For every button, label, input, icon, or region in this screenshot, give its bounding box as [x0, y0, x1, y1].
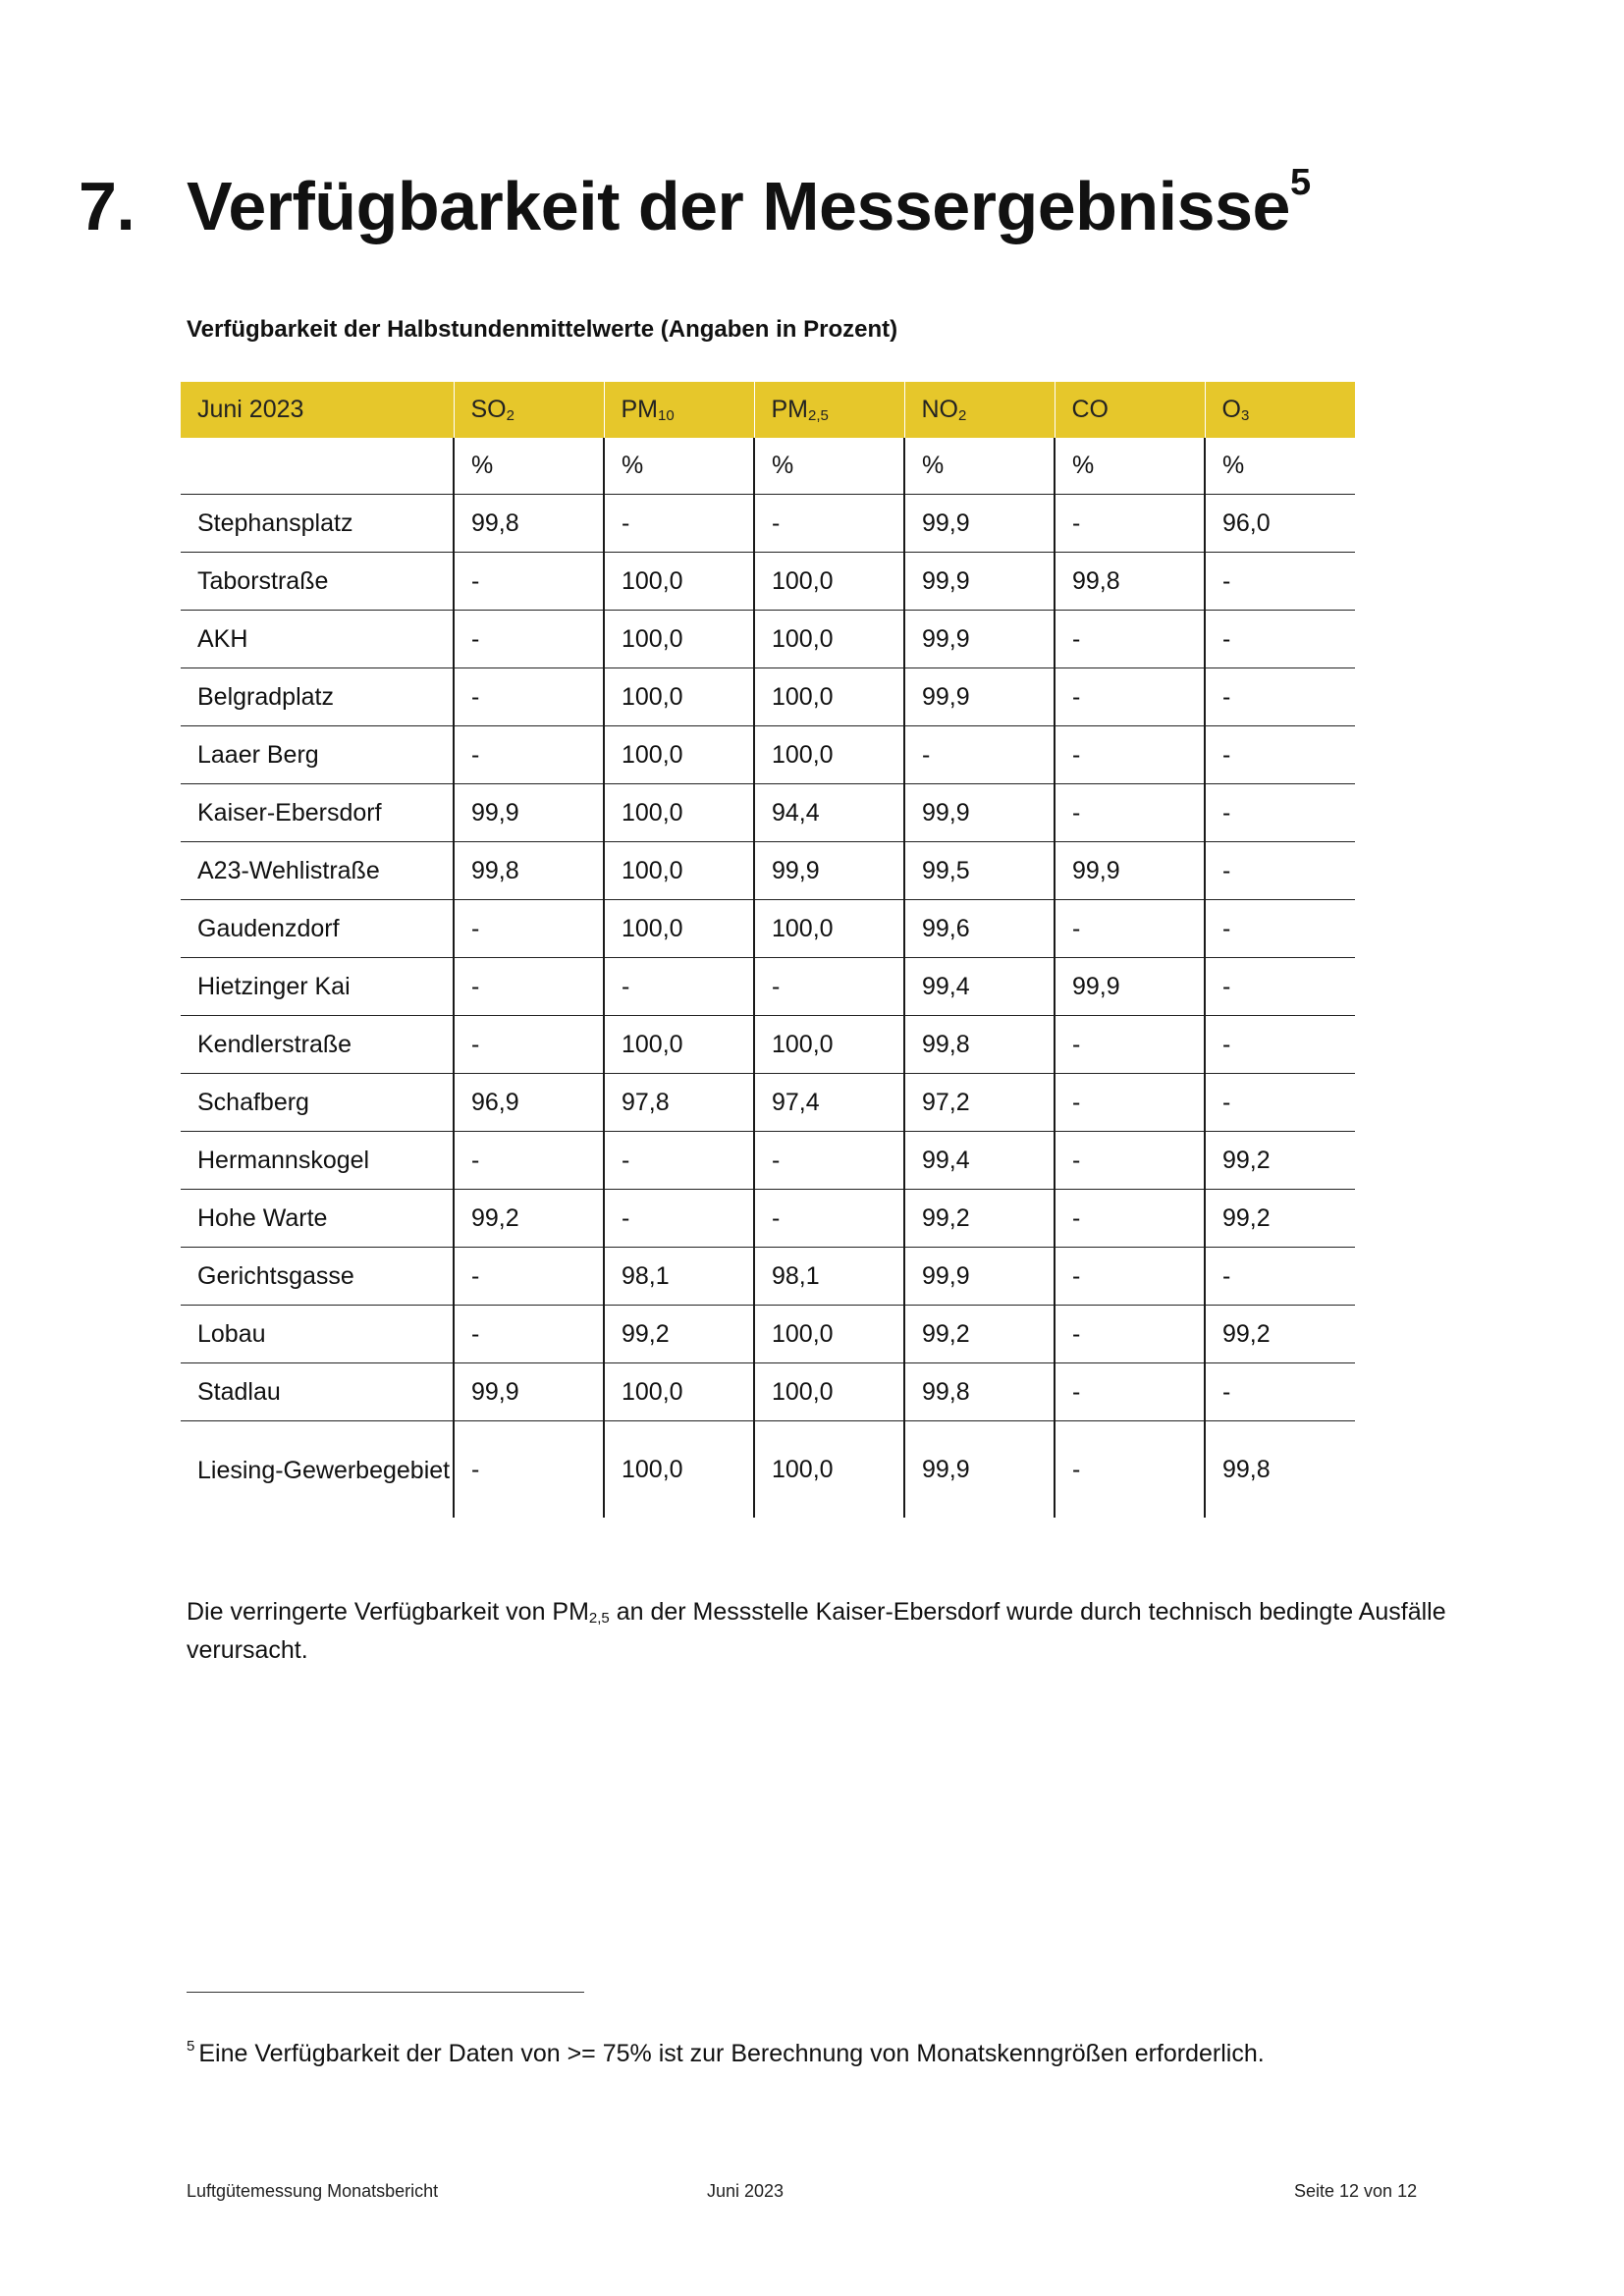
header-pollutant — [604, 382, 754, 438]
note-text-after: an der Messstelle Kaiser-Ebersdorf wurde durch technisch bedingte Ausfälle verursacht. — [187, 1598, 1446, 1664]
table-row — [181, 1016, 1355, 1074]
value-cell: - — [1055, 900, 1205, 958]
note-subscript: 2,5 — [588, 1610, 610, 1627]
value-cell: 99,5 — [904, 842, 1055, 900]
station-name: Belgradplatz — [181, 668, 454, 726]
station-name: Stephansplatz — [181, 495, 454, 553]
value-cell: 100,0 — [604, 668, 754, 726]
value-cell: 100,0 — [754, 1421, 904, 1519]
value-cell: - — [754, 1190, 904, 1248]
table-row — [181, 784, 1355, 842]
value-cell: 99,2 — [1205, 1306, 1355, 1363]
pollutant-subscript: 3 — [1240, 407, 1250, 424]
value-cell: - — [1055, 1016, 1205, 1074]
value-cell: - — [904, 726, 1055, 784]
value-cell: - — [454, 611, 604, 668]
station-name: Schafberg — [181, 1074, 454, 1132]
station-name: A23-Wehlistraße — [181, 842, 454, 900]
value-cell: - — [1055, 1074, 1205, 1132]
value-cell: 99,8 — [454, 842, 604, 900]
table-row — [181, 726, 1355, 784]
value-cell: - — [454, 1306, 604, 1363]
table-row — [181, 1306, 1355, 1363]
value-cell: 99,9 — [904, 1248, 1055, 1306]
value-cell: 98,1 — [604, 1248, 754, 1306]
value-cell: - — [1055, 1363, 1205, 1421]
value-cell: - — [454, 958, 604, 1016]
value-cell: - — [754, 1132, 904, 1190]
section-title: Verfügbarkeit der Messergebnisse — [187, 168, 1290, 244]
value-cell: 99,9 — [754, 842, 904, 900]
footnote-ref: 5 — [1289, 162, 1311, 203]
pollutant-subscript: 2 — [506, 407, 514, 424]
value-cell: 96,0 — [1205, 495, 1355, 553]
value-cell: - — [454, 1248, 604, 1306]
units-row — [181, 438, 1355, 495]
table-header-row — [181, 382, 1355, 438]
station-name: Hietzinger Kai — [181, 958, 454, 1016]
value-cell: 99,9 — [904, 495, 1055, 553]
value-cell: 100,0 — [604, 784, 754, 842]
value-cell: 99,9 — [1055, 842, 1205, 900]
value-cell: - — [754, 958, 904, 1016]
value-cell: 100,0 — [754, 1363, 904, 1421]
station-name: Lobau — [181, 1306, 454, 1363]
value-cell: 99,9 — [454, 784, 604, 842]
unit-cell: % — [904, 438, 1055, 495]
value-cell: - — [1205, 900, 1355, 958]
header-pollutant — [1205, 382, 1355, 438]
value-cell: 97,8 — [604, 1074, 754, 1132]
value-cell: - — [454, 726, 604, 784]
station-name: Taborstraße — [181, 553, 454, 611]
pollutant-symbol: O — [1221, 396, 1241, 423]
value-cell: - — [454, 553, 604, 611]
value-cell: 100,0 — [754, 900, 904, 958]
value-cell: 99,9 — [904, 1421, 1055, 1519]
value-cell: - — [454, 900, 604, 958]
value-cell: 99,6 — [904, 900, 1055, 958]
value-cell: 100,0 — [604, 1421, 754, 1519]
unit-cell: % — [754, 438, 904, 495]
value-cell: 99,9 — [904, 611, 1055, 668]
table-row — [181, 1421, 1355, 1519]
header-pollutant — [454, 382, 604, 438]
value-cell: 99,9 — [904, 553, 1055, 611]
value-cell: - — [1055, 668, 1205, 726]
value-cell: 100,0 — [604, 611, 754, 668]
value-cell: 100,0 — [604, 1016, 754, 1074]
pollutant-symbol: PM — [621, 396, 658, 423]
value-cell: - — [1055, 495, 1205, 553]
value-cell: 100,0 — [754, 553, 904, 611]
value-cell: - — [1055, 1248, 1205, 1306]
value-cell: - — [754, 495, 904, 553]
station-name: Hohe Warte — [181, 1190, 454, 1248]
header-pollutant — [904, 382, 1055, 438]
pollutant-symbol: NO — [921, 396, 958, 423]
value-cell: - — [604, 495, 754, 553]
value-cell: - — [1055, 1190, 1205, 1248]
value-cell: 99,8 — [1055, 553, 1205, 611]
value-cell: 94,4 — [754, 784, 904, 842]
station-name: Liesing-Gewerbegebiet — [181, 1421, 454, 1519]
value-cell: - — [1055, 611, 1205, 668]
value-cell: 100,0 — [604, 842, 754, 900]
value-cell: 99,2 — [1205, 1132, 1355, 1190]
pollutant-subscript: 10 — [658, 407, 675, 424]
station-name: Hermannskogel — [181, 1132, 454, 1190]
value-cell: - — [1205, 1074, 1355, 1132]
value-cell: - — [1055, 1421, 1205, 1519]
value-cell: 100,0 — [604, 726, 754, 784]
value-cell: 97,4 — [754, 1074, 904, 1132]
table-row — [181, 611, 1355, 668]
table-row — [181, 1248, 1355, 1306]
value-cell: - — [1205, 958, 1355, 1016]
table-body — [181, 438, 1355, 1518]
value-cell: - — [1205, 611, 1355, 668]
value-cell: - — [1055, 726, 1205, 784]
value-cell: 99,2 — [904, 1190, 1055, 1248]
value-cell: 96,9 — [454, 1074, 604, 1132]
station-name: Gaudenzdorf — [181, 900, 454, 958]
table-row — [181, 900, 1355, 958]
value-cell: 99,9 — [454, 1363, 604, 1421]
value-cell: - — [454, 1132, 604, 1190]
footer-report-name: Luftgütemessung Monatsbericht — [187, 2181, 439, 2201]
table-row — [181, 495, 1355, 553]
value-cell: 99,9 — [904, 784, 1055, 842]
value-cell: - — [454, 1016, 604, 1074]
value-cell: 100,0 — [604, 553, 754, 611]
table-row — [181, 553, 1355, 611]
value-cell: 99,2 — [604, 1306, 754, 1363]
value-cell: - — [1205, 668, 1355, 726]
value-cell: - — [454, 668, 604, 726]
footer-period: Juni 2023 — [707, 2181, 785, 2201]
value-cell: - — [1055, 1132, 1205, 1190]
table-row — [181, 1132, 1355, 1190]
value-cell: 99,4 — [904, 958, 1055, 1016]
value-cell: - — [604, 1132, 754, 1190]
value-cell: 97,2 — [904, 1074, 1055, 1132]
section-heading — [79, 162, 1311, 244]
value-cell: 100,0 — [754, 668, 904, 726]
footnote-marker: 5 — [187, 2038, 195, 2055]
pollutant-symbol: CO — [1071, 396, 1109, 423]
value-cell: 99,2 — [904, 1306, 1055, 1363]
availability-table — [181, 382, 1355, 1518]
pollutant-subscript: 2 — [958, 407, 967, 424]
value-cell: - — [604, 1190, 754, 1248]
value-cell: 99,9 — [904, 668, 1055, 726]
value-cell: - — [1205, 1248, 1355, 1306]
section-number: 7. — [79, 168, 135, 244]
unit-cell: % — [1055, 438, 1205, 495]
table-row — [181, 1190, 1355, 1248]
value-cell: 100,0 — [754, 611, 904, 668]
value-cell: 99,8 — [1205, 1421, 1355, 1519]
value-cell: 99,2 — [454, 1190, 604, 1248]
footnote-text: Eine Verfügbarkeit der Daten von >= 75% ist zur Berechnung von Monatskenngrößen erforderlich. — [198, 2040, 1265, 2067]
value-cell: 100,0 — [754, 1016, 904, 1074]
footer-page-number: Seite 12 von 12 — [1294, 2181, 1418, 2201]
value-cell: 99,4 — [904, 1132, 1055, 1190]
pollutant-symbol: SO — [470, 396, 507, 423]
value-cell: 100,0 — [604, 1363, 754, 1421]
footnote — [187, 2040, 1265, 2068]
table-caption: Verfügbarkeit der Halbstundenmittelwerte (Angaben in Prozent) — [187, 316, 898, 343]
table-row — [181, 1074, 1355, 1132]
unit-cell: % — [454, 438, 604, 495]
value-cell: - — [1205, 1363, 1355, 1421]
value-cell: 99,2 — [1205, 1190, 1355, 1248]
unit-cell: % — [1205, 438, 1355, 495]
value-cell: - — [604, 958, 754, 1016]
value-cell: 99,8 — [904, 1016, 1055, 1074]
value-cell: 99,8 — [454, 495, 604, 553]
pollutant-subscript: 2,5 — [808, 407, 829, 424]
station-name: Kendlerstraße — [181, 1016, 454, 1074]
value-cell: 100,0 — [754, 726, 904, 784]
station-name: Gerichtsgasse — [181, 1248, 454, 1306]
station-name: Stadlau — [181, 1363, 454, 1421]
value-cell: - — [1055, 784, 1205, 842]
units-blank — [181, 438, 454, 495]
value-cell: 100,0 — [604, 900, 754, 958]
header-pollutant — [754, 382, 904, 438]
value-cell: 99,9 — [1055, 958, 1205, 1016]
pollutant-symbol: PM — [771, 396, 808, 423]
table-row — [181, 958, 1355, 1016]
value-cell: - — [454, 1421, 604, 1519]
station-name: Kaiser-Ebersdorf — [181, 784, 454, 842]
table-row — [181, 668, 1355, 726]
table-row — [181, 1363, 1355, 1421]
table-row — [181, 842, 1355, 900]
value-cell: 98,1 — [754, 1248, 904, 1306]
value-cell: 99,8 — [904, 1363, 1055, 1421]
note-paragraph — [187, 1593, 1463, 1670]
note-text-before: Die verringerte Verfügbarkeit von PM — [187, 1598, 589, 1626]
value-cell: - — [1055, 1306, 1205, 1363]
value-cell: - — [1205, 553, 1355, 611]
header-pollutant — [1055, 382, 1205, 438]
station-name: Laaer Berg — [181, 726, 454, 784]
value-cell: 100,0 — [754, 1306, 904, 1363]
value-cell: - — [1205, 1016, 1355, 1074]
station-name: AKH — [181, 611, 454, 668]
value-cell: - — [1205, 726, 1355, 784]
value-cell: - — [1205, 842, 1355, 900]
header-period: Juni 2023 — [181, 382, 454, 438]
footnote-separator — [187, 1992, 584, 1993]
unit-cell: % — [604, 438, 754, 495]
value-cell: - — [1205, 784, 1355, 842]
